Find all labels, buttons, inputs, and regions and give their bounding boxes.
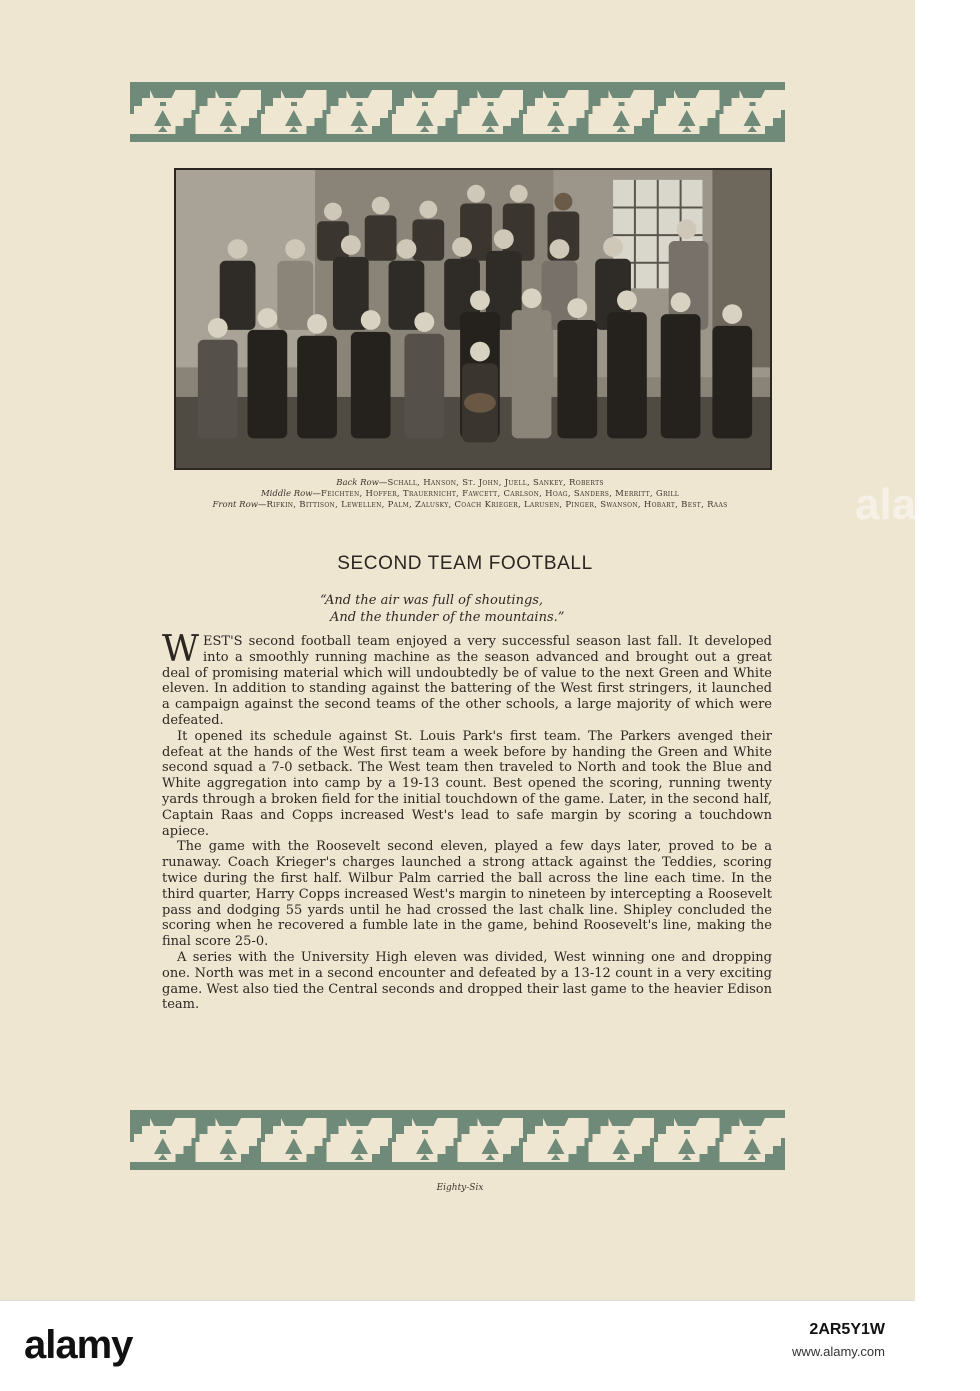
page-title: SECOND TEAM FOOTBALL (337, 553, 593, 574)
caption-front-label: Front Row— (212, 500, 267, 510)
drop-cap: W (162, 629, 200, 670)
paragraph-1-text: EST'S second football team enjoyed a very successful season last fall. It developed into a smoothly running machine as the season advanced and brought out a great deal of promising material which will undoubtedly be of value to the next Green and White eleven. In addition to standing against the battering of the West first stringers, it launched a campaign against the second teams of the other schools, a large majority of which were defeated. (162, 634, 772, 728)
page-number: Eighty-Six (436, 1183, 484, 1193)
caption-front-row (190, 500, 750, 511)
caption-front-names: Rifkin, Bittison, Lewellen, Palm, Zalusky, Coach Krieger, Larusen, Pinger, Swanson, Hobart, Best, Raas (266, 500, 728, 510)
caption-middle-names: Feichten, Hoffer, Trauernicht, Fawcett, Carlson, Hoag, Sanders, Merritt, Grill (321, 489, 680, 499)
stock-footer (0, 1300, 915, 1391)
caption-back-label: Back Row— (336, 478, 388, 488)
quote-line-2: And the thunder of the mountains.” (330, 610, 565, 625)
stock-logo[interactable]: alamy (24, 1323, 133, 1367)
team-photograph (174, 168, 772, 470)
caption-back-row (190, 478, 750, 489)
caption-middle-row (190, 489, 750, 500)
decorative-border-bottom (130, 1110, 785, 1170)
watermark-right: alamy (855, 480, 980, 529)
paragraph-2: It opened its schedule against St. Louis Park's first team. The Parkers avenged their defeat at the hands of the West first team a week before by handing the Green and White second squad a 7-0 setback. The West team then traveled to North and took the Blue and White aggregation into camp by a 19-13 count. Best opened the scoring, running twenty yards through a broken field for the initial touchdown of the game. Later, in the second half, Captain Raas and Copps increased West's lead to safe margin by scoring a touchdown apiece. (162, 728, 772, 839)
quote-line-1: “And the air was full of shoutings, (320, 593, 544, 608)
decorative-border-top (130, 82, 785, 142)
article-body (162, 629, 772, 1013)
paragraph-4: A series with the University High eleven was divided, West winning one and dropping one. North was met in a second encounter and defeated by a 13-12 count in a very exciting game. West also tied the Central seconds and dropped their last game to the heavier Edison team. (162, 949, 772, 1013)
stock-info (792, 1319, 885, 1363)
paragraph-3: The game with the Roosevelt second eleven, played a few days later, proved to be a runaway. Coach Krieger's charges launched a strong attack against the Teddies, scoring twice during the first half. Wilbur Palm carried the ball across the line each time. In the third quarter, Harry Copps increased West's margin to nineteen by intercepting a Roosevelt pass and dodging 55 yards until he had crossed the last chalk line. Shipley concluded the scoring when he recovered a fumble late in the game, behind Roosevelt's line, making the final score 25-0. (162, 839, 772, 950)
caption-back-names: Schall, Hanson, St. John, Juell, Sankey, Roberts (387, 478, 604, 488)
caption-middle-label: Middle Row— (260, 489, 322, 499)
photo-caption (190, 478, 750, 511)
epigraph-quote (300, 592, 630, 626)
paragraph-1 (162, 629, 772, 729)
image-id: 2AR5Y1W (809, 1321, 885, 1338)
stock-site[interactable]: www.alamy.com (792, 1344, 885, 1359)
